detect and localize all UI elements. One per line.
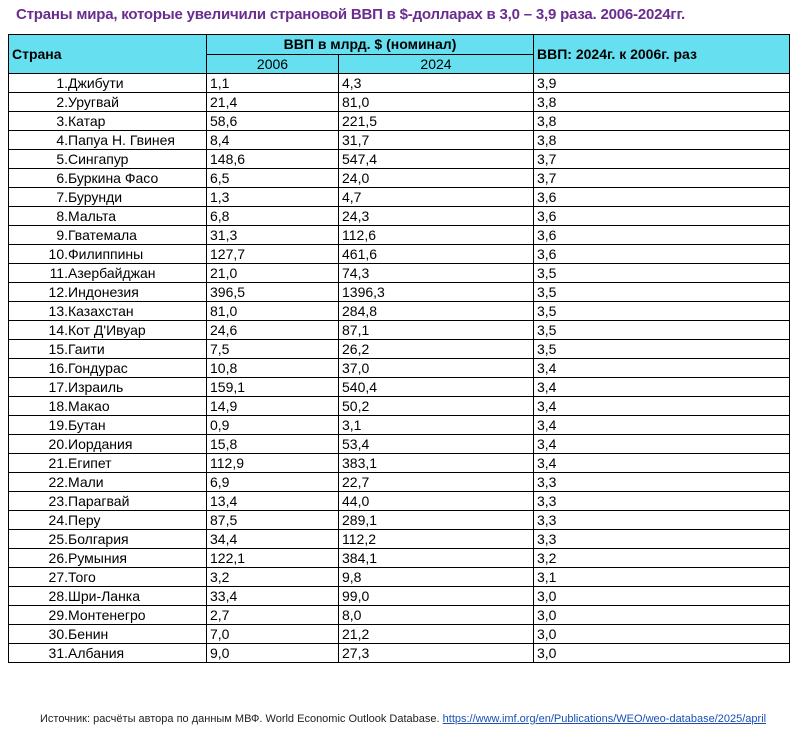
row-number: 9. (56, 226, 68, 243)
cell-ratio: 3,7 (534, 150, 790, 169)
row-number: 8. (56, 207, 68, 224)
row-number: 3. (56, 112, 68, 129)
table-row (9, 112, 790, 131)
cell-gdp-2006: 1,3 (207, 188, 339, 207)
cell-gdp-2006: 3,2 (207, 568, 339, 587)
table-row (9, 625, 790, 644)
table-row (9, 378, 790, 397)
cell-gdp-2024: 547,4 (339, 150, 534, 169)
cell-gdp-2024: 8,0 (339, 606, 534, 625)
cell-gdp-2006: 33,4 (207, 587, 339, 606)
cell-country (9, 112, 207, 131)
cell-gdp-2006: 1,1 (207, 74, 339, 93)
table-row (9, 188, 790, 207)
table-row (9, 397, 790, 416)
cell-gdp-2006: 0,9 (207, 416, 339, 435)
cell-gdp-2006: 58,6 (207, 112, 339, 131)
cell-country (9, 473, 207, 492)
cell-ratio: 3,2 (534, 549, 790, 568)
row-number: 12. (48, 283, 68, 300)
country-name: Казахстан (68, 302, 134, 319)
cell-gdp-2024: 21,2 (339, 625, 534, 644)
header-country: Страна (9, 35, 207, 74)
cell-gdp-2006: 7,5 (207, 340, 339, 359)
cell-gdp-2006: 21,4 (207, 93, 339, 112)
country-name: Шри-Ланка (68, 587, 141, 604)
country-name: Гаити (68, 340, 105, 357)
header-row (9, 35, 790, 55)
country-name: Румыния (68, 549, 128, 566)
row-number: 2. (56, 93, 68, 110)
cell-country (9, 587, 207, 606)
row-number: 15. (48, 340, 68, 357)
table-row (9, 321, 790, 340)
table-row (9, 93, 790, 112)
cell-gdp-2024: 4,7 (339, 188, 534, 207)
cell-ratio: 3,5 (534, 283, 790, 302)
cell-ratio: 3,3 (534, 492, 790, 511)
cell-gdp-2006: 14,9 (207, 397, 339, 416)
page-title: Страны мира, которые увеличили страновой ВВП в $-долларах в 3,0 – 3,9 раза. 2006-2024гг. (16, 6, 685, 23)
cell-ratio: 3,6 (534, 207, 790, 226)
cell-gdp-2006: 24,6 (207, 321, 339, 340)
country-name: Азербайджан (68, 264, 156, 281)
country-name: Бутан (68, 416, 106, 433)
row-number: 4. (56, 131, 68, 148)
cell-ratio: 3,0 (534, 644, 790, 663)
cell-gdp-2024: 221,5 (339, 112, 534, 131)
table-row (9, 74, 790, 93)
country-name: Монтенегро (68, 606, 146, 623)
cell-country (9, 169, 207, 188)
cell-gdp-2006: 31,3 (207, 226, 339, 245)
cell-country (9, 74, 207, 93)
cell-country (9, 397, 207, 416)
cell-gdp-2006: 21,0 (207, 264, 339, 283)
table-row (9, 435, 790, 454)
source-note (40, 713, 780, 726)
cell-ratio: 3,9 (534, 74, 790, 93)
cell-gdp-2006: 15,8 (207, 435, 339, 454)
cell-gdp-2024: 284,8 (339, 302, 534, 321)
cell-country (9, 492, 207, 511)
table-row (9, 530, 790, 549)
country-name: Того (68, 568, 96, 585)
table-row (9, 606, 790, 625)
row-number: 16. (48, 359, 68, 376)
country-name: Папуа Н. Гвинея (68, 131, 175, 148)
table-row (9, 302, 790, 321)
row-number: 29. (48, 606, 68, 623)
cell-ratio: 3,4 (534, 416, 790, 435)
cell-ratio: 3,4 (534, 435, 790, 454)
table-row (9, 454, 790, 473)
row-number: 7. (56, 188, 68, 205)
country-name: Сингапур (68, 150, 129, 167)
row-number: 28. (48, 587, 68, 604)
row-number: 13. (48, 302, 68, 319)
country-name: Катар (68, 112, 106, 129)
cell-country (9, 359, 207, 378)
table-row (9, 150, 790, 169)
cell-country (9, 625, 207, 644)
header-gdp: ВВП в млрд. $ (номинал) (207, 35, 534, 55)
cell-gdp-2024: 26,2 (339, 340, 534, 359)
cell-gdp-2006: 159,1 (207, 378, 339, 397)
cell-gdp-2006: 6,5 (207, 169, 339, 188)
cell-ratio: 3,0 (534, 625, 790, 644)
cell-gdp-2024: 3,1 (339, 416, 534, 435)
table-row (9, 568, 790, 587)
row-number: 26. (48, 549, 68, 566)
country-name: Израиль (68, 378, 124, 395)
cell-gdp-2006: 8,4 (207, 131, 339, 150)
cell-gdp-2006: 6,9 (207, 473, 339, 492)
header-ratio: ВВП: 2024г. к 2006г. раз (534, 35, 790, 74)
table-row (9, 207, 790, 226)
cell-ratio: 3,3 (534, 530, 790, 549)
cell-ratio: 3,6 (534, 226, 790, 245)
country-name: Гватемала (68, 226, 137, 243)
country-name: Мали (68, 473, 104, 490)
cell-gdp-2024: 74,3 (339, 264, 534, 283)
row-number: 22. (48, 473, 68, 490)
country-name: Бурунди (68, 188, 123, 205)
country-name: Болгария (68, 530, 129, 547)
source-link[interactable]: https://www.imf.org/en/Publications/WEO/weo-database/2025/april (442, 713, 767, 725)
cell-gdp-2024: 31,7 (339, 131, 534, 150)
cell-ratio: 3,4 (534, 359, 790, 378)
cell-ratio: 3,1 (534, 568, 790, 587)
row-number: 31. (48, 644, 68, 661)
row-number: 20. (48, 435, 68, 452)
cell-gdp-2006: 2,7 (207, 606, 339, 625)
cell-gdp-2006: 13,4 (207, 492, 339, 511)
country-name: Иордания (68, 435, 133, 452)
country-name: Египет (68, 454, 112, 471)
cell-gdp-2024: 383,1 (339, 454, 534, 473)
table-row (9, 587, 790, 606)
cell-gdp-2024: 27,3 (339, 644, 534, 663)
cell-country (9, 549, 207, 568)
cell-country (9, 245, 207, 264)
cell-gdp-2006: 87,5 (207, 511, 339, 530)
country-name: Парагвай (68, 492, 130, 509)
country-name: Уругвай (68, 93, 119, 110)
cell-country (9, 207, 207, 226)
header-year-2006: 2006 (207, 55, 339, 74)
table-row (9, 340, 790, 359)
cell-country (9, 131, 207, 150)
country-name: Буркина Фасо (68, 169, 159, 186)
country-name: Индонезия (68, 283, 139, 300)
cell-gdp-2006: 127,7 (207, 245, 339, 264)
country-name: Перу (68, 511, 101, 528)
table-row (9, 245, 790, 264)
cell-country (9, 606, 207, 625)
cell-gdp-2006: 396,5 (207, 283, 339, 302)
cell-gdp-2024: 9,8 (339, 568, 534, 587)
cell-country (9, 378, 207, 397)
cell-gdp-2006: 9,0 (207, 644, 339, 663)
cell-gdp-2024: 24,3 (339, 207, 534, 226)
cell-gdp-2006: 7,0 (207, 625, 339, 644)
cell-gdp-2024: 384,1 (339, 549, 534, 568)
cell-gdp-2024: 99,0 (339, 587, 534, 606)
cell-gdp-2024: 112,6 (339, 226, 534, 245)
cell-ratio: 3,8 (534, 112, 790, 131)
cell-ratio: 3,5 (534, 302, 790, 321)
cell-ratio: 3,8 (534, 131, 790, 150)
row-number: 27. (48, 568, 68, 585)
cell-country (9, 321, 207, 340)
cell-gdp-2024: 50,2 (339, 397, 534, 416)
country-name: Джибути (68, 74, 124, 91)
cell-gdp-2006: 122,1 (207, 549, 339, 568)
row-number: 23. (48, 492, 68, 509)
table-row (9, 549, 790, 568)
row-number: 19. (48, 416, 68, 433)
cell-ratio: 3,6 (534, 188, 790, 207)
cell-ratio: 3,7 (534, 169, 790, 188)
cell-ratio: 3,3 (534, 473, 790, 492)
source-text: Источник: расчёты автора по данным МВФ. World Economic Outlook Database. (40, 713, 443, 725)
cell-gdp-2024: 4,3 (339, 74, 534, 93)
cell-country (9, 435, 207, 454)
row-number: 30. (48, 625, 68, 642)
cell-ratio: 3,0 (534, 587, 790, 606)
cell-gdp-2024: 540,4 (339, 378, 534, 397)
row-number: 6. (56, 169, 68, 186)
row-number: 11. (49, 264, 68, 281)
cell-country (9, 644, 207, 663)
table-row (9, 131, 790, 150)
cell-country (9, 416, 207, 435)
cell-gdp-2024: 87,1 (339, 321, 534, 340)
country-name: Мальта (68, 207, 117, 224)
cell-country (9, 93, 207, 112)
cell-ratio: 3,3 (534, 511, 790, 530)
row-number: 25. (48, 530, 68, 547)
cell-country (9, 188, 207, 207)
cell-gdp-2006: 112,9 (207, 454, 339, 473)
row-number: 14. (48, 321, 68, 338)
table-row (9, 283, 790, 302)
row-number: 17. (48, 378, 68, 395)
cell-gdp-2006: 34,4 (207, 530, 339, 549)
cell-country (9, 530, 207, 549)
cell-gdp-2006: 10,8 (207, 359, 339, 378)
cell-ratio: 3,5 (534, 340, 790, 359)
cell-gdp-2024: 44,0 (339, 492, 534, 511)
cell-country (9, 283, 207, 302)
table-row (9, 492, 790, 511)
table-row (9, 226, 790, 245)
table-row (9, 511, 790, 530)
row-number: 24. (48, 511, 68, 528)
cell-ratio: 3,5 (534, 321, 790, 340)
gdp-table (8, 34, 790, 663)
cell-ratio: 3,4 (534, 378, 790, 397)
cell-gdp-2024: 81,0 (339, 93, 534, 112)
cell-country (9, 226, 207, 245)
row-number: 1. (56, 74, 68, 91)
cell-ratio: 3,0 (534, 606, 790, 625)
cell-ratio: 3,6 (534, 245, 790, 264)
cell-gdp-2024: 22,7 (339, 473, 534, 492)
table-row (9, 359, 790, 378)
cell-gdp-2024: 1396,3 (339, 283, 534, 302)
cell-country (9, 302, 207, 321)
row-number: 5. (56, 150, 68, 167)
cell-gdp-2024: 37,0 (339, 359, 534, 378)
cell-gdp-2024: 461,6 (339, 245, 534, 264)
country-name: Кот Д'Ивуар (68, 321, 146, 338)
table-row (9, 264, 790, 283)
row-number: 10. (48, 245, 68, 262)
cell-gdp-2024: 53,4 (339, 435, 534, 454)
cell-country (9, 454, 207, 473)
cell-gdp-2006: 6,8 (207, 207, 339, 226)
country-name: Албания (68, 644, 125, 661)
cell-country (9, 568, 207, 587)
cell-country (9, 264, 207, 283)
cell-ratio: 3,5 (534, 264, 790, 283)
row-number: 18. (48, 397, 68, 414)
country-name: Гондурас (68, 359, 128, 376)
cell-gdp-2024: 24,0 (339, 169, 534, 188)
cell-gdp-2024: 112,2 (339, 530, 534, 549)
row-number: 21. (48, 454, 68, 471)
country-name: Филиппины (68, 245, 144, 262)
cell-gdp-2006: 148,6 (207, 150, 339, 169)
header-year-2024: 2024 (339, 55, 534, 74)
cell-ratio: 3,4 (534, 454, 790, 473)
table-row (9, 169, 790, 188)
cell-country (9, 511, 207, 530)
table-row (9, 416, 790, 435)
cell-ratio: 3,8 (534, 93, 790, 112)
cell-ratio: 3,4 (534, 397, 790, 416)
cell-country (9, 340, 207, 359)
country-name: Макао (68, 397, 110, 414)
cell-gdp-2006: 81,0 (207, 302, 339, 321)
table-row (9, 473, 790, 492)
country-name: Бенин (68, 625, 109, 642)
cell-gdp-2024: 289,1 (339, 511, 534, 530)
table-row (9, 644, 790, 663)
cell-country (9, 150, 207, 169)
